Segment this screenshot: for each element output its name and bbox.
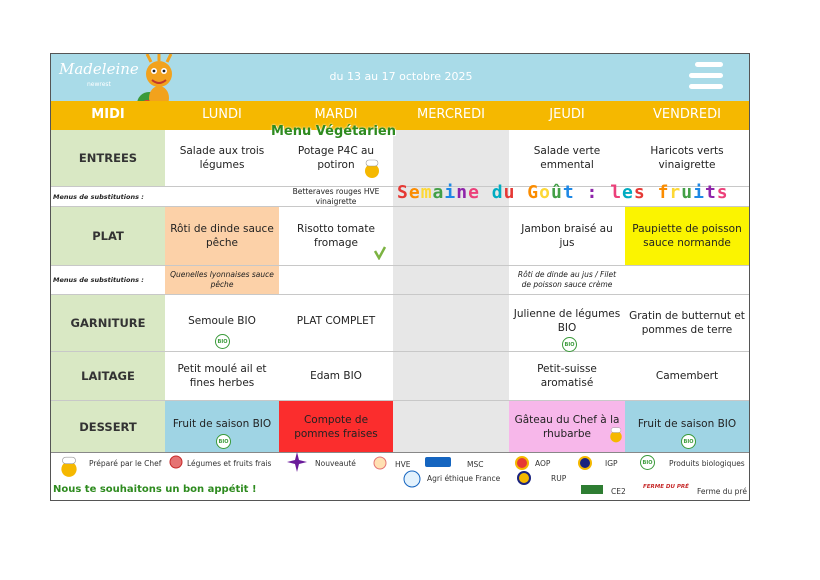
laitage-mardi: Edam BIO [310, 370, 362, 382]
banner-letter: d [491, 182, 504, 203]
day-header-row [51, 101, 749, 130]
legend-igp: IGP [605, 459, 618, 468]
banner-letter: m [420, 182, 433, 203]
logo-text: Madeleine [59, 60, 139, 78]
banner-letter: t [704, 182, 717, 203]
banner-letter: e [468, 182, 480, 203]
chef-icon [607, 426, 625, 444]
label-substitutions-2: Menus de substitutions : [51, 266, 165, 294]
banner-letter [515, 182, 527, 203]
logo-subtext: newrest [87, 81, 111, 88]
agri-ethique-icon [403, 470, 421, 488]
banner-letter: i [444, 182, 457, 203]
dessert-lundi: Fruit de saison BIO [165, 401, 279, 452]
fresh-produce-icon [169, 455, 183, 469]
vegetarian-check-icon [373, 246, 387, 260]
banner-letter: t [562, 182, 575, 203]
label-substitutions-1: Menus de substitutions : [51, 187, 165, 206]
col-midi: MIDI [91, 107, 125, 122]
plat-lundi: Rôti de dinde sauce pêche [165, 207, 279, 265]
banner-letter: f [657, 182, 670, 203]
legend-nouveaute: Nouveauté [315, 459, 356, 468]
chef-icon [361, 158, 383, 180]
laitage-lundi: Petit moulé ail et fines herbes [177, 363, 267, 389]
plat-vendredi: Paupiette de poisson sauce normande [625, 207, 749, 265]
col-jeudi: JEUDI [549, 107, 585, 122]
label-laitage: LAITAGE [51, 352, 165, 400]
legend-agri: Agri éthique France [427, 474, 501, 483]
msc-icon [425, 457, 451, 467]
chef-icon [57, 455, 81, 479]
semaine-du-gout-banner [397, 182, 729, 203]
banner-letter [575, 182, 587, 203]
col-mardi: MARDI [314, 107, 358, 122]
banner-letter: a [432, 182, 445, 203]
laitage-vendredi: Camembert [655, 370, 719, 382]
igp-icon [578, 456, 592, 470]
bio-badge-icon: BIO [562, 337, 577, 352]
legend-rup: RUP [551, 474, 567, 483]
bio-legend-icon: BIO [640, 455, 655, 470]
ce2-icon [581, 485, 603, 494]
banner-letter: e [622, 182, 634, 203]
banner-letter: : [586, 182, 599, 203]
banner-letter: u [503, 182, 516, 203]
garniture-vendredi: Gratin de butternut et pommes de terre [629, 310, 745, 336]
entree-vendredi: Haricots verts vinaigrette [650, 145, 724, 171]
aop-icon [515, 456, 529, 470]
banner-letter: r [669, 182, 682, 203]
plat-mardi: Risotto tomate fromage [297, 223, 375, 249]
col-mercredi: MERCREDI [417, 107, 485, 122]
bio-badge-icon: BIO [215, 334, 230, 349]
ferme-du-pre-logo: FERME DU PRÉ [643, 484, 689, 490]
dessert-vendredi: Fruit de saison BIO [625, 401, 749, 452]
plat-jeudi: Jambon braisé au jus [521, 223, 613, 249]
banner-letter: i [693, 182, 705, 203]
banner-letter: s [716, 182, 729, 203]
banner-letter: u [681, 182, 694, 203]
banner-letter [598, 182, 610, 203]
legend-msc: MSC [467, 460, 484, 469]
legend-hve: HVE [395, 460, 411, 469]
brand-logo-icon [685, 58, 729, 98]
divider [51, 452, 749, 453]
legend-bio: Produits biologiques [669, 459, 745, 468]
banner-letter: o [539, 182, 551, 203]
banner-letter: n [456, 182, 469, 203]
legend-chef: Préparé par le Chef [89, 459, 162, 468]
banner-letter: û [550, 182, 563, 203]
entree-jeudi: Salade verte emmental [533, 145, 601, 171]
label-dessert: DESSERT [51, 401, 165, 452]
week-dates: du 13 au 17 octobre 2025 [329, 70, 473, 83]
hve-icon [373, 456, 387, 470]
banner-letter: s [633, 182, 646, 203]
nouveaute-star-icon [287, 452, 307, 472]
dessert-mardi: Compote de pommes fraises [279, 401, 393, 452]
legend-legumes: Légumes et fruits frais [187, 459, 272, 468]
bio-badge-icon: BIO [681, 434, 696, 449]
mercredi-empty-column [393, 130, 509, 452]
legend-ferme: Ferme du pré [697, 487, 747, 496]
sub2-jeudi: Rôti de dinde au jus / Filet de poisson sauce crème [517, 270, 617, 289]
banner-letter: e [408, 182, 421, 203]
sub1-mardi: Betteraves rouges HVE vinaigrette [292, 186, 380, 206]
bio-badge-icon: BIO [216, 434, 231, 449]
entree-mardi: Potage P4C au potiron [297, 145, 375, 171]
legend-aop: AOP [535, 459, 551, 468]
label-garniture: GARNITURE [51, 295, 165, 351]
rup-icon [517, 471, 531, 485]
garniture-jeudi: Julienne de légumes BIO [513, 308, 621, 334]
laitage-jeudi: Petit-suisse aromatisé [537, 363, 597, 389]
entree-lundi: Salade aux trois légumes [179, 145, 265, 171]
label-entrees: ENTREES [51, 130, 165, 186]
sub2-lundi: Quenelles lyonnaises sauce pêche [165, 266, 279, 294]
banner-letter: S [397, 182, 409, 203]
label-plat: PLAT [51, 207, 165, 265]
menu-vegetarien-banner: Menu Végétarien [271, 124, 397, 139]
banner-letter: l [610, 182, 623, 203]
garniture-lundi: Semoule BIO [188, 315, 256, 327]
col-lundi: LUNDI [202, 107, 242, 122]
col-vendredi: VENDREDI [653, 107, 721, 122]
footer-message: Nous te souhaitons un bon appétit ! [53, 484, 257, 495]
legend-ce2: CE2 [611, 487, 626, 496]
garniture-mardi: PLAT COMPLET [296, 315, 376, 327]
banner-letter [480, 182, 492, 203]
dessert-jeudi: Gâteau du Chef à la rhubarbe [509, 401, 625, 452]
menu-sheet [50, 53, 750, 501]
banner-letter [646, 182, 658, 203]
banner-letter: G [527, 182, 540, 203]
